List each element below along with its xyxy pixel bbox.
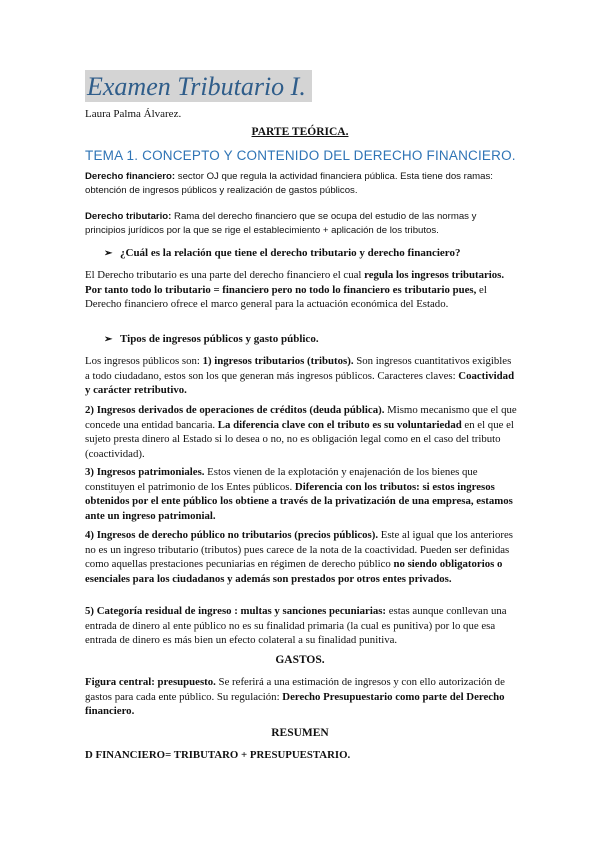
p3-part-b: Mismo mecanismo que el que concede una entidad bancaria. — [85, 404, 517, 431]
arrow-bullet-icon: ➢ — [104, 248, 113, 259]
gastos-heading: GASTOS. — [275, 654, 325, 666]
paragraph-relation-part-c: el Derecho financiero ofrece el marco general para la actuación económica del Estado. — [85, 283, 487, 310]
p4-part-b: Estos vienen de la explotación y enajenación de los bienes que constituyen el patrimonio de los Entes públicos. — [85, 466, 478, 493]
question-types — [104, 333, 319, 345]
paragraph-patrimoniales — [85, 465, 517, 523]
p3-part-a: 2) Ingresos derivados de operaciones de créditos (deuda pública). — [85, 404, 385, 416]
paragraph-relation-part-a: El Derecho tributario es una parte del derecho financiero el cual — [85, 269, 365, 281]
paragraph-presupuesto — [85, 675, 517, 719]
p3-part-c: La diferencia clave con el tributo es su voluntariedad — [217, 418, 462, 431]
tema-heading: TEMA 1. CONCEPTO Y CONTENIDO DEL DERECHO FINANCIERO. — [85, 148, 516, 163]
p5-part-b: Este al igual que los anteriores no es un ingreso tributario (tributos) pues carece de la nota de la coactividad. Pueden ser definidas como aquellas prestaciones pecuniarias en régimen de derecho público — [85, 529, 513, 570]
p4-part-a: 3) Ingresos patrimoniales. — [85, 466, 205, 478]
p3-part-d: en el que el sujeto presta dinero al Estado si lo desea o no, no es obligación legal como en el caso del tributo (coactividad). — [85, 418, 514, 460]
part-heading: PARTE TEÓRICA. — [251, 126, 349, 138]
p2-part-d: Coactividad y carácter retributivo. — [85, 369, 515, 396]
p5-part-c: no siendo obligatorios o esenciales para los ciudadanos y además son prestados por otros entes privados. — [85, 558, 503, 585]
paragraph-precios-publicos — [85, 528, 517, 586]
paragraph-deuda-publica — [85, 403, 517, 461]
document-title: Examen Tributario I. — [85, 70, 312, 102]
author-name: Laura Palma Álvarez. — [85, 108, 182, 120]
definition-tributario-label: Derecho tributario: — [85, 211, 172, 222]
definition-financiero-text: sector OJ que regula la actividad financiera pública. Esta tiene dos ramas: obtención de ingresos públicos y realización de gastos públicos. — [85, 171, 493, 196]
p2-part-c: Son ingresos cuantitativos exigibles a todo ciudadano, estos son los que generan más ingresos públicos. Caracteres claves: — [85, 355, 512, 382]
p6-part-a: 5) Categoría residual de ingreso : multas y sanciones pecuniarias: — [85, 605, 387, 617]
paragraph-multas — [85, 604, 517, 648]
p7-part-b: Se referirá a una estimación de ingresos y con ello autorización de gastos para cada ente público. Su regulación: — [85, 676, 505, 703]
definition-financiero — [85, 170, 517, 198]
question-relation — [104, 247, 460, 259]
definition-tributario-text: Rama del derecho financiero que se ocupa del estudio de las normas y principios jurídicos por la que se rige el establecimiento + aplicación de los tributos. — [85, 211, 477, 236]
paragraph-ingresos-tributarios — [85, 354, 517, 398]
p7-part-c: Derecho Presupuestario como parte del Derecho financiero. — [85, 690, 505, 717]
definition-tributario — [85, 210, 517, 238]
paragraph-relation — [85, 268, 517, 312]
question-types-text: Tipos de ingresos públicos y gasto público. — [120, 333, 319, 345]
p2-part-a: Los ingresos públicos son: — [85, 355, 203, 367]
p2-part-b: 1) ingresos tributarios (tributos). — [202, 355, 354, 367]
resumen-text: D FINANCIERO= TRIBUTARO + PRESUPUESTARIO. — [85, 749, 351, 761]
arrow-bullet-icon: ➢ — [104, 334, 113, 345]
definition-financiero-label: Derecho financiero: — [85, 171, 176, 182]
p6-part-b: estas aunque conllevan una entrada de dinero al ente público no es su finalidad primaria (la cual es punitiva) por lo que esa entrada de dinero es más bien un efecto colateral a su finalidad punitiva. — [85, 605, 507, 646]
p7-part-a: Figura central: presupuesto. — [85, 676, 216, 688]
resumen-heading: RESUMEN — [271, 727, 329, 739]
question-relation-text: ¿Cuál es la relación que tiene el derecho tributario y derecho financiero? — [120, 247, 461, 259]
paragraph-relation-part-b: regula los ingresos tributarios. Por tanto todo lo tributario = financiero pero no todo lo financiero es tributario pues, — [85, 269, 505, 296]
p4-part-c: Diferencia con los tributos: si estos ingresos obtenidos por el ente público los obtiene a través de la privatización de una empresa, estamos ante un ingreso patrimonial. — [85, 480, 513, 522]
p5-part-a: 4) Ingresos de derecho público no tributarios (precios públicos). — [85, 529, 379, 541]
